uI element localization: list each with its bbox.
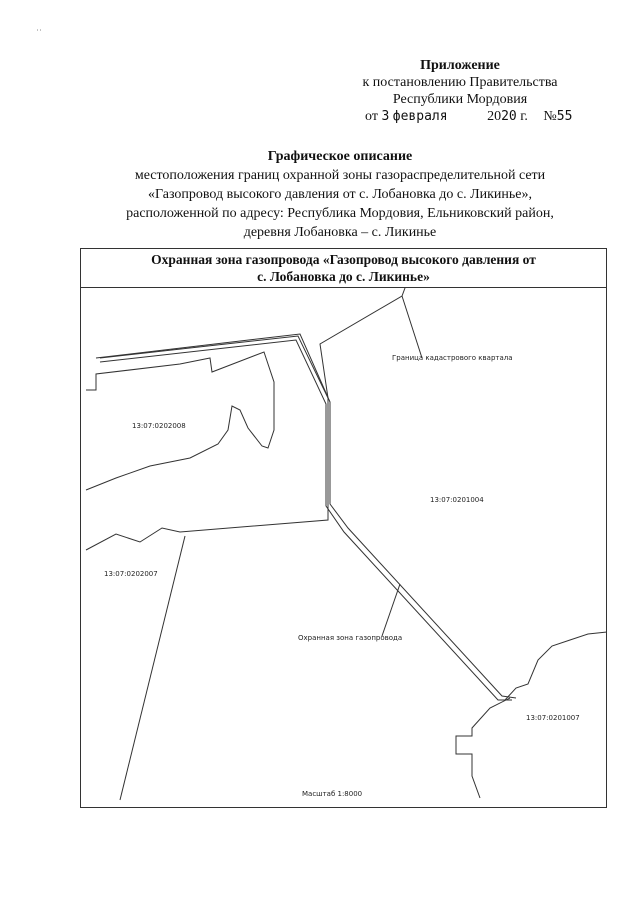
quarter-boundary-leader [402, 296, 422, 358]
description-line-4: деревня Лобановка – с. Ликинье [243, 225, 437, 240]
date-year-hand: 20 [501, 109, 517, 124]
protection-zone-line-inner [100, 340, 512, 700]
doc-number: 55 [556, 109, 573, 124]
label-parcel-0202008: 13:07:0202008 [132, 422, 186, 430]
map-title-line-1: Охранная зона газопровода «Газопровод высокого давления от [151, 252, 536, 267]
date-day: 3 [381, 109, 390, 124]
scan-mark: ˙˙ [36, 28, 42, 38]
protection-zone-leader [382, 584, 400, 636]
quarter-boundary-line [320, 288, 405, 398]
label-protection-zone: Охранная зона газопровода [298, 634, 403, 642]
date-year-prefix: 20 [487, 109, 502, 124]
label-parcel-0201004: 13:07:0201004 [430, 496, 484, 504]
appendix-line-2: Республики Мордовия [392, 92, 528, 107]
date-prefix: от [365, 109, 378, 124]
appendix-title [300, 57, 620, 74]
appendix-date-line [365, 108, 572, 125]
parcel-0201007-inner [456, 698, 510, 798]
appendix-line-1: к постановлению Правительства [362, 75, 558, 90]
parcel-0201007-boundary [505, 632, 607, 700]
description-title-text: Графическое описание [267, 149, 413, 164]
parcel-0202008-inner [86, 352, 274, 490]
label-quarter-boundary: Граница кадастрового квартала [392, 354, 513, 362]
parcel-0202008-boundary [86, 336, 328, 550]
cadastral-map [80, 288, 607, 808]
label-scale: Масштаб 1:8000 [302, 790, 363, 798]
label-parcel-0201007: 13:07:0201007 [526, 714, 580, 722]
description-line-1: местоположения границ охранной зоны газораспределительной сети [134, 168, 546, 183]
map-title-line-2: с. Лобановка до с. Ликинье» [257, 269, 430, 284]
map-title [80, 248, 607, 288]
date-year-suffix: г. [520, 109, 528, 124]
date-month: февраля [392, 109, 448, 124]
description-title [60, 147, 620, 166]
appendix-title-text: Приложение [420, 58, 500, 73]
description-line-2: «Газопровод высокого давления от с. Лобановка до с. Ликинье», [148, 187, 532, 202]
description-line-3: расположенной по адресу: Республика Мордовия, Ельниковский район, [126, 206, 554, 221]
number-prefix: № [543, 109, 557, 124]
label-parcel-0202007: 13:07:0202007 [104, 570, 158, 578]
